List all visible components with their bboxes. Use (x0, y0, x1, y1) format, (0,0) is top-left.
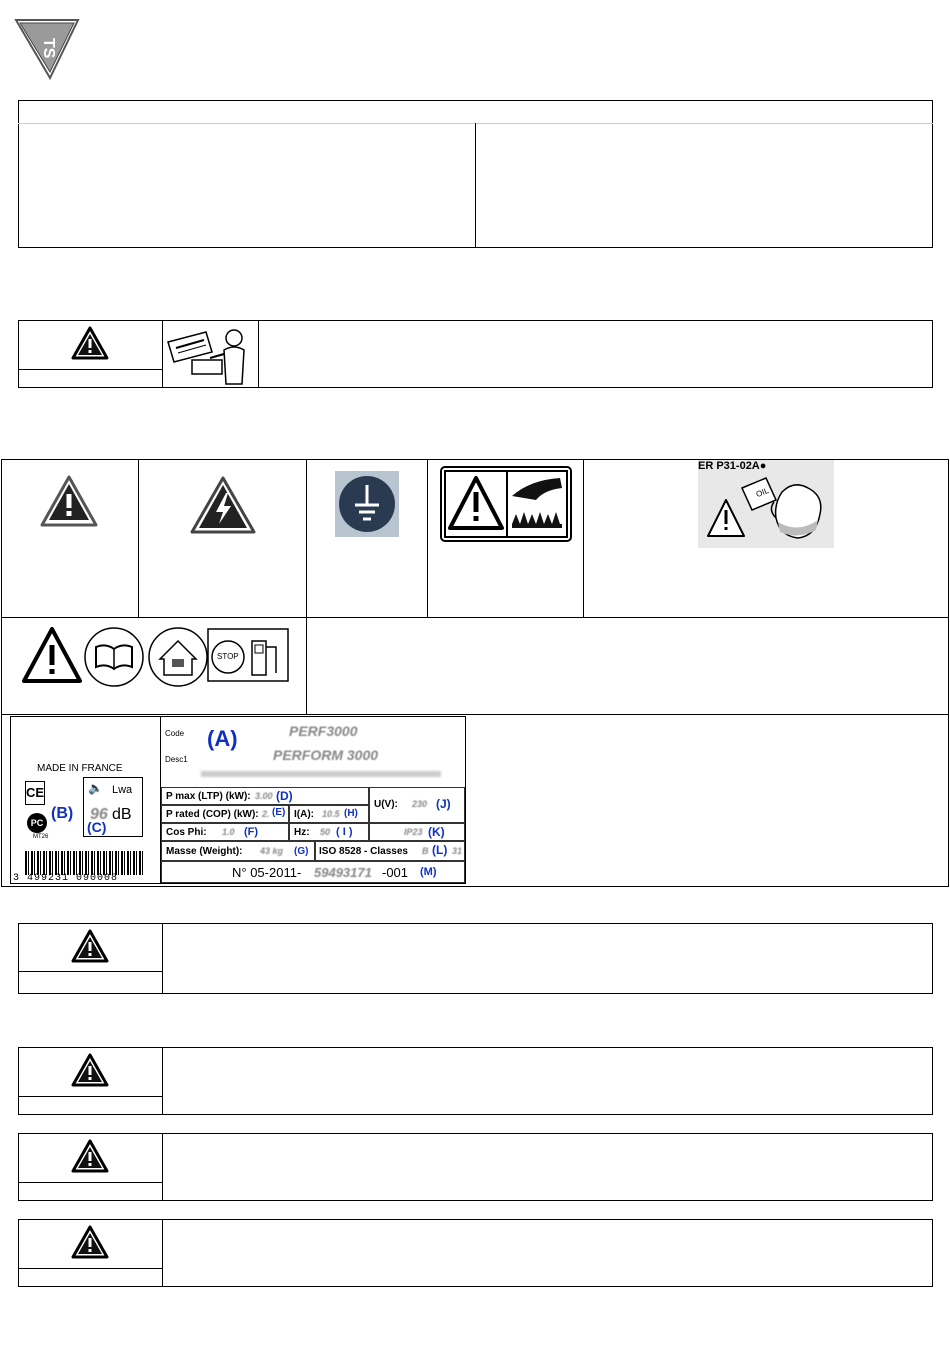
prated-cell (161, 805, 289, 823)
ce-mark: CE (25, 781, 45, 805)
iso-tail: 31 (452, 846, 463, 856)
warning-box-5 (18, 1219, 933, 1287)
marker-a: (A) (207, 726, 238, 751)
warning-icon (71, 1225, 109, 1264)
stop-label: STOP (217, 652, 239, 661)
marker-k: (K) (428, 825, 445, 839)
warning-icon (71, 1139, 109, 1178)
mass-label: Masse (Weight): (166, 846, 243, 857)
ground-earth-icon (335, 471, 399, 537)
current-cell (289, 805, 369, 823)
ip-cell (369, 823, 465, 841)
serial-value: 59493171 (314, 865, 372, 880)
marker-m: (M) (420, 866, 437, 878)
pmax-value: 3.00 (255, 791, 273, 801)
refuel-warning-strip (20, 623, 290, 687)
barcode-panel (10, 716, 160, 884)
nameplate (160, 716, 466, 884)
code-label: Code (165, 729, 185, 738)
iso-value: B (422, 846, 429, 856)
barcode-number: 3 499231 090008 (13, 873, 119, 884)
logo-text: TS (40, 38, 57, 59)
cosphi-label: Cos Phi: (166, 827, 207, 838)
company-logo (14, 18, 80, 80)
marker-i: ( I ) (336, 826, 353, 838)
electrical-hazard-icon (190, 476, 256, 539)
warning-icon (71, 929, 109, 968)
read-manual-person-icon (166, 324, 256, 386)
voltage-value: 230 (412, 799, 428, 809)
marker-g: (G) (294, 846, 309, 857)
pmax-label: P max (LTP) (kW): (166, 791, 251, 802)
blurred-address (201, 771, 441, 777)
pmax-cell (161, 787, 369, 805)
speaker-icon: 🔈 (88, 781, 103, 795)
marker-d: (D) (276, 789, 293, 803)
warning-box-2 (18, 923, 933, 994)
hot-surface-icon (440, 466, 572, 542)
voltage-label: U(V): (374, 799, 398, 810)
warning-icon (71, 326, 109, 365)
mass-value: 43 kg (260, 846, 284, 856)
pct-code: MT26 (33, 834, 49, 840)
prated-value: 2. (262, 809, 270, 819)
hz-label: Hz: (294, 827, 310, 838)
oil-label-code: ER P31-02A● (698, 460, 767, 472)
oil-check-label (698, 460, 834, 548)
warning-box-3 (18, 1047, 933, 1115)
marker-j: (J) (436, 797, 451, 811)
current-value: 10.5 (322, 809, 340, 819)
voltage-cell (369, 787, 465, 823)
marker-b: (B) (51, 805, 74, 822)
serial-prefix: N° 05-2011- (232, 865, 302, 880)
cosphi-value: 1.0 (222, 827, 235, 837)
hz-value: 50 (320, 827, 331, 837)
ip-value: IP23 (404, 827, 423, 837)
desc-label: Desc1 (165, 755, 188, 764)
hz-cell (289, 823, 369, 841)
barcode (25, 851, 143, 875)
iso-label: ISO 8528 - Classes (319, 846, 408, 857)
cosphi-cell (161, 823, 289, 841)
warning-icon (71, 1053, 109, 1092)
lwa-label: Lwa (112, 784, 133, 796)
marker-e: (E) (272, 807, 286, 818)
iso-cell (315, 841, 465, 861)
warning-box-4 (18, 1133, 933, 1201)
marker-l: (L) (432, 843, 448, 857)
serial-cell (161, 861, 465, 883)
pct-mark: PC (27, 813, 47, 833)
db-value: 96 (90, 806, 108, 823)
current-label: I(A): (294, 809, 314, 820)
made-in-label: MADE IN FRANCE (37, 763, 123, 774)
desc-value: PERFORM 3000 (273, 747, 379, 763)
marker-c: (C) (87, 819, 107, 835)
warning-box-read-manual (18, 320, 933, 388)
code-value: PERF3000 (289, 723, 358, 739)
mass-cell (161, 841, 315, 861)
oil-tag-text: OIL (754, 485, 771, 500)
prated-label: P rated (COP) (kW): (166, 809, 259, 820)
db-unit: dB (112, 806, 132, 823)
general-warning-icon (40, 475, 98, 532)
marker-f: (F) (244, 826, 259, 838)
serial-suffix: -001 (382, 865, 409, 880)
marker-h: (H) (344, 808, 358, 819)
